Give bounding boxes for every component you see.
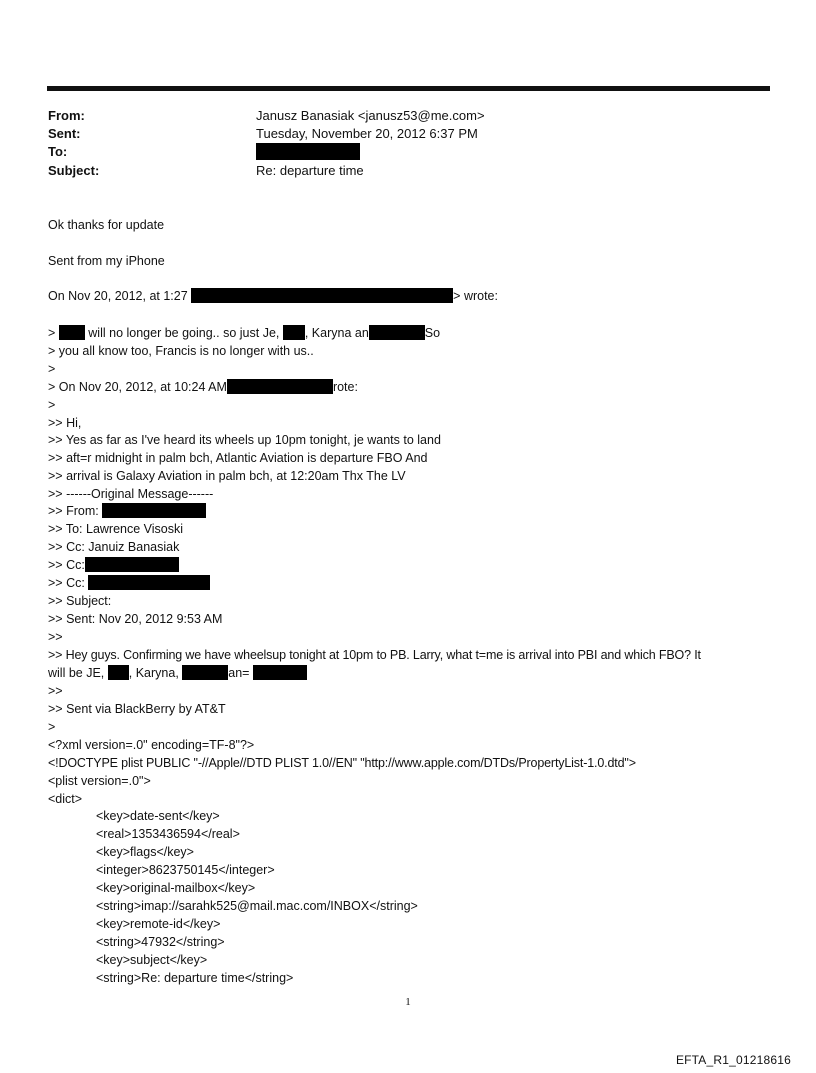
body-line: <key>date-sent</key> bbox=[96, 809, 220, 823]
body-text: On Nov 20, 2012, at 1:27 bbox=[48, 289, 188, 303]
subject-value: Re: departure time bbox=[256, 163, 364, 178]
body-text: So bbox=[424, 326, 441, 340]
body-text: , Karyna, bbox=[128, 666, 179, 680]
body-line: >> ------Original Message------ bbox=[48, 487, 214, 501]
body-line: >> bbox=[48, 630, 63, 644]
body-line: >> To: Lawrence Visoski bbox=[48, 522, 184, 536]
body-line: Sent from my iPhone bbox=[48, 254, 165, 268]
body-text: > bbox=[48, 326, 56, 340]
redaction-box bbox=[227, 379, 333, 394]
subject-label: Subject: bbox=[48, 163, 100, 178]
header-divider bbox=[47, 86, 770, 91]
body-line: > bbox=[48, 398, 56, 412]
body-line: <key>subject</key> bbox=[96, 953, 208, 967]
body-line: <string>imap://sarahk525@mail.mac.com/INBOX</string> bbox=[96, 899, 418, 913]
redaction-box bbox=[59, 325, 85, 340]
redaction-box bbox=[191, 288, 453, 303]
body-line bbox=[48, 287, 498, 305]
body-line: >> Cc: Januiz Banasiak bbox=[48, 540, 180, 554]
body-line: >> Sent: Nov 20, 2012 9:53 AM bbox=[48, 612, 223, 626]
body-line: <!DOCTYPE plist PUBLIC "-//Apple//DTD PLIST 1.0//EN" "http://www.apple.com/DTDs/PropertyList-1.0.dtd"> bbox=[48, 756, 636, 770]
body-text: will no longer be going.. so just Je, bbox=[88, 326, 280, 340]
body-line bbox=[48, 574, 210, 592]
body-line bbox=[48, 378, 358, 396]
body-line: >> aft=r midnight in palm bch, Atlantic Aviation is departure FBO And bbox=[48, 451, 428, 465]
body-line: <real>1353436594</real> bbox=[96, 827, 240, 841]
body-line bbox=[48, 556, 179, 574]
body-text: , Karyna an bbox=[304, 326, 369, 340]
body-text: > wrote: bbox=[453, 289, 498, 303]
body-line: > bbox=[48, 720, 56, 734]
body-line: >> Sent via BlackBerry by AT&T bbox=[48, 702, 226, 716]
body-text: rote: bbox=[332, 380, 358, 394]
body-line: <key>remote-id</key> bbox=[96, 917, 221, 931]
body-text: >> Cc: bbox=[48, 558, 85, 572]
body-line bbox=[48, 664, 307, 682]
redaction-box bbox=[182, 665, 228, 680]
body-line: Ok thanks for update bbox=[48, 218, 165, 232]
body-line: <?xml version=.0" encoding=TF-8"?> bbox=[48, 738, 255, 752]
body-line: <key>original-mailbox</key> bbox=[96, 881, 256, 895]
sent-label: Sent: bbox=[48, 126, 81, 141]
body-text: >> Cc: bbox=[48, 576, 85, 590]
body-line: >> Hi, bbox=[48, 416, 82, 430]
redaction-box bbox=[108, 665, 129, 680]
body-line: <key>flags</key> bbox=[96, 845, 194, 859]
body-line: >> Yes as far as I've heard its wheels up 10pm tonight, je wants to land bbox=[48, 433, 441, 447]
page-number: 1 bbox=[405, 996, 411, 1008]
redaction-box bbox=[85, 557, 179, 572]
from-value: Janusz Banasiak <janusz53@me.com> bbox=[256, 108, 485, 123]
to-label: To: bbox=[48, 144, 68, 159]
body-text: >> From: bbox=[48, 504, 99, 518]
bates-number: EFTA_R1_01218616 bbox=[675, 1053, 791, 1067]
body-line: >> arrival is Galaxy Aviation in palm bch, at 12:20am Thx The LV bbox=[48, 469, 406, 483]
redaction-box bbox=[283, 325, 305, 340]
redaction-box bbox=[253, 665, 307, 680]
redaction-box bbox=[88, 575, 210, 590]
body-line: > bbox=[48, 362, 56, 376]
body-text: will be JE, bbox=[48, 666, 105, 680]
body-line: > you all know too, Francis is no longer with us.. bbox=[48, 344, 314, 358]
body-line bbox=[48, 324, 440, 342]
from-label: From: bbox=[48, 108, 85, 123]
body-line bbox=[48, 502, 206, 520]
body-line: <dict> bbox=[48, 792, 83, 806]
sent-value: Tuesday, November 20, 2012 6:37 PM bbox=[256, 126, 478, 141]
body-line: <integer>8623750145</integer> bbox=[96, 863, 275, 877]
body-line: <plist version=.0"> bbox=[48, 774, 151, 788]
to-value bbox=[256, 143, 360, 162]
body-line: >> Subject: bbox=[48, 594, 112, 608]
redaction-box bbox=[369, 325, 425, 340]
body-line: >> Hey guys. Confirming we have wheelsup tonight at 10pm to PB. Larry, what t=me is arrival into PBI and which FBO? It bbox=[48, 648, 701, 662]
body-text: > On Nov 20, 2012, at 10:24 AM bbox=[48, 380, 227, 394]
body-line: >> bbox=[48, 684, 63, 698]
body-line: <string>47932</string> bbox=[96, 935, 225, 949]
redaction-box bbox=[102, 503, 206, 518]
body-text: an= bbox=[228, 666, 250, 680]
body-line: <string>Re: departure time</string> bbox=[96, 971, 294, 985]
redaction-box bbox=[256, 143, 360, 160]
